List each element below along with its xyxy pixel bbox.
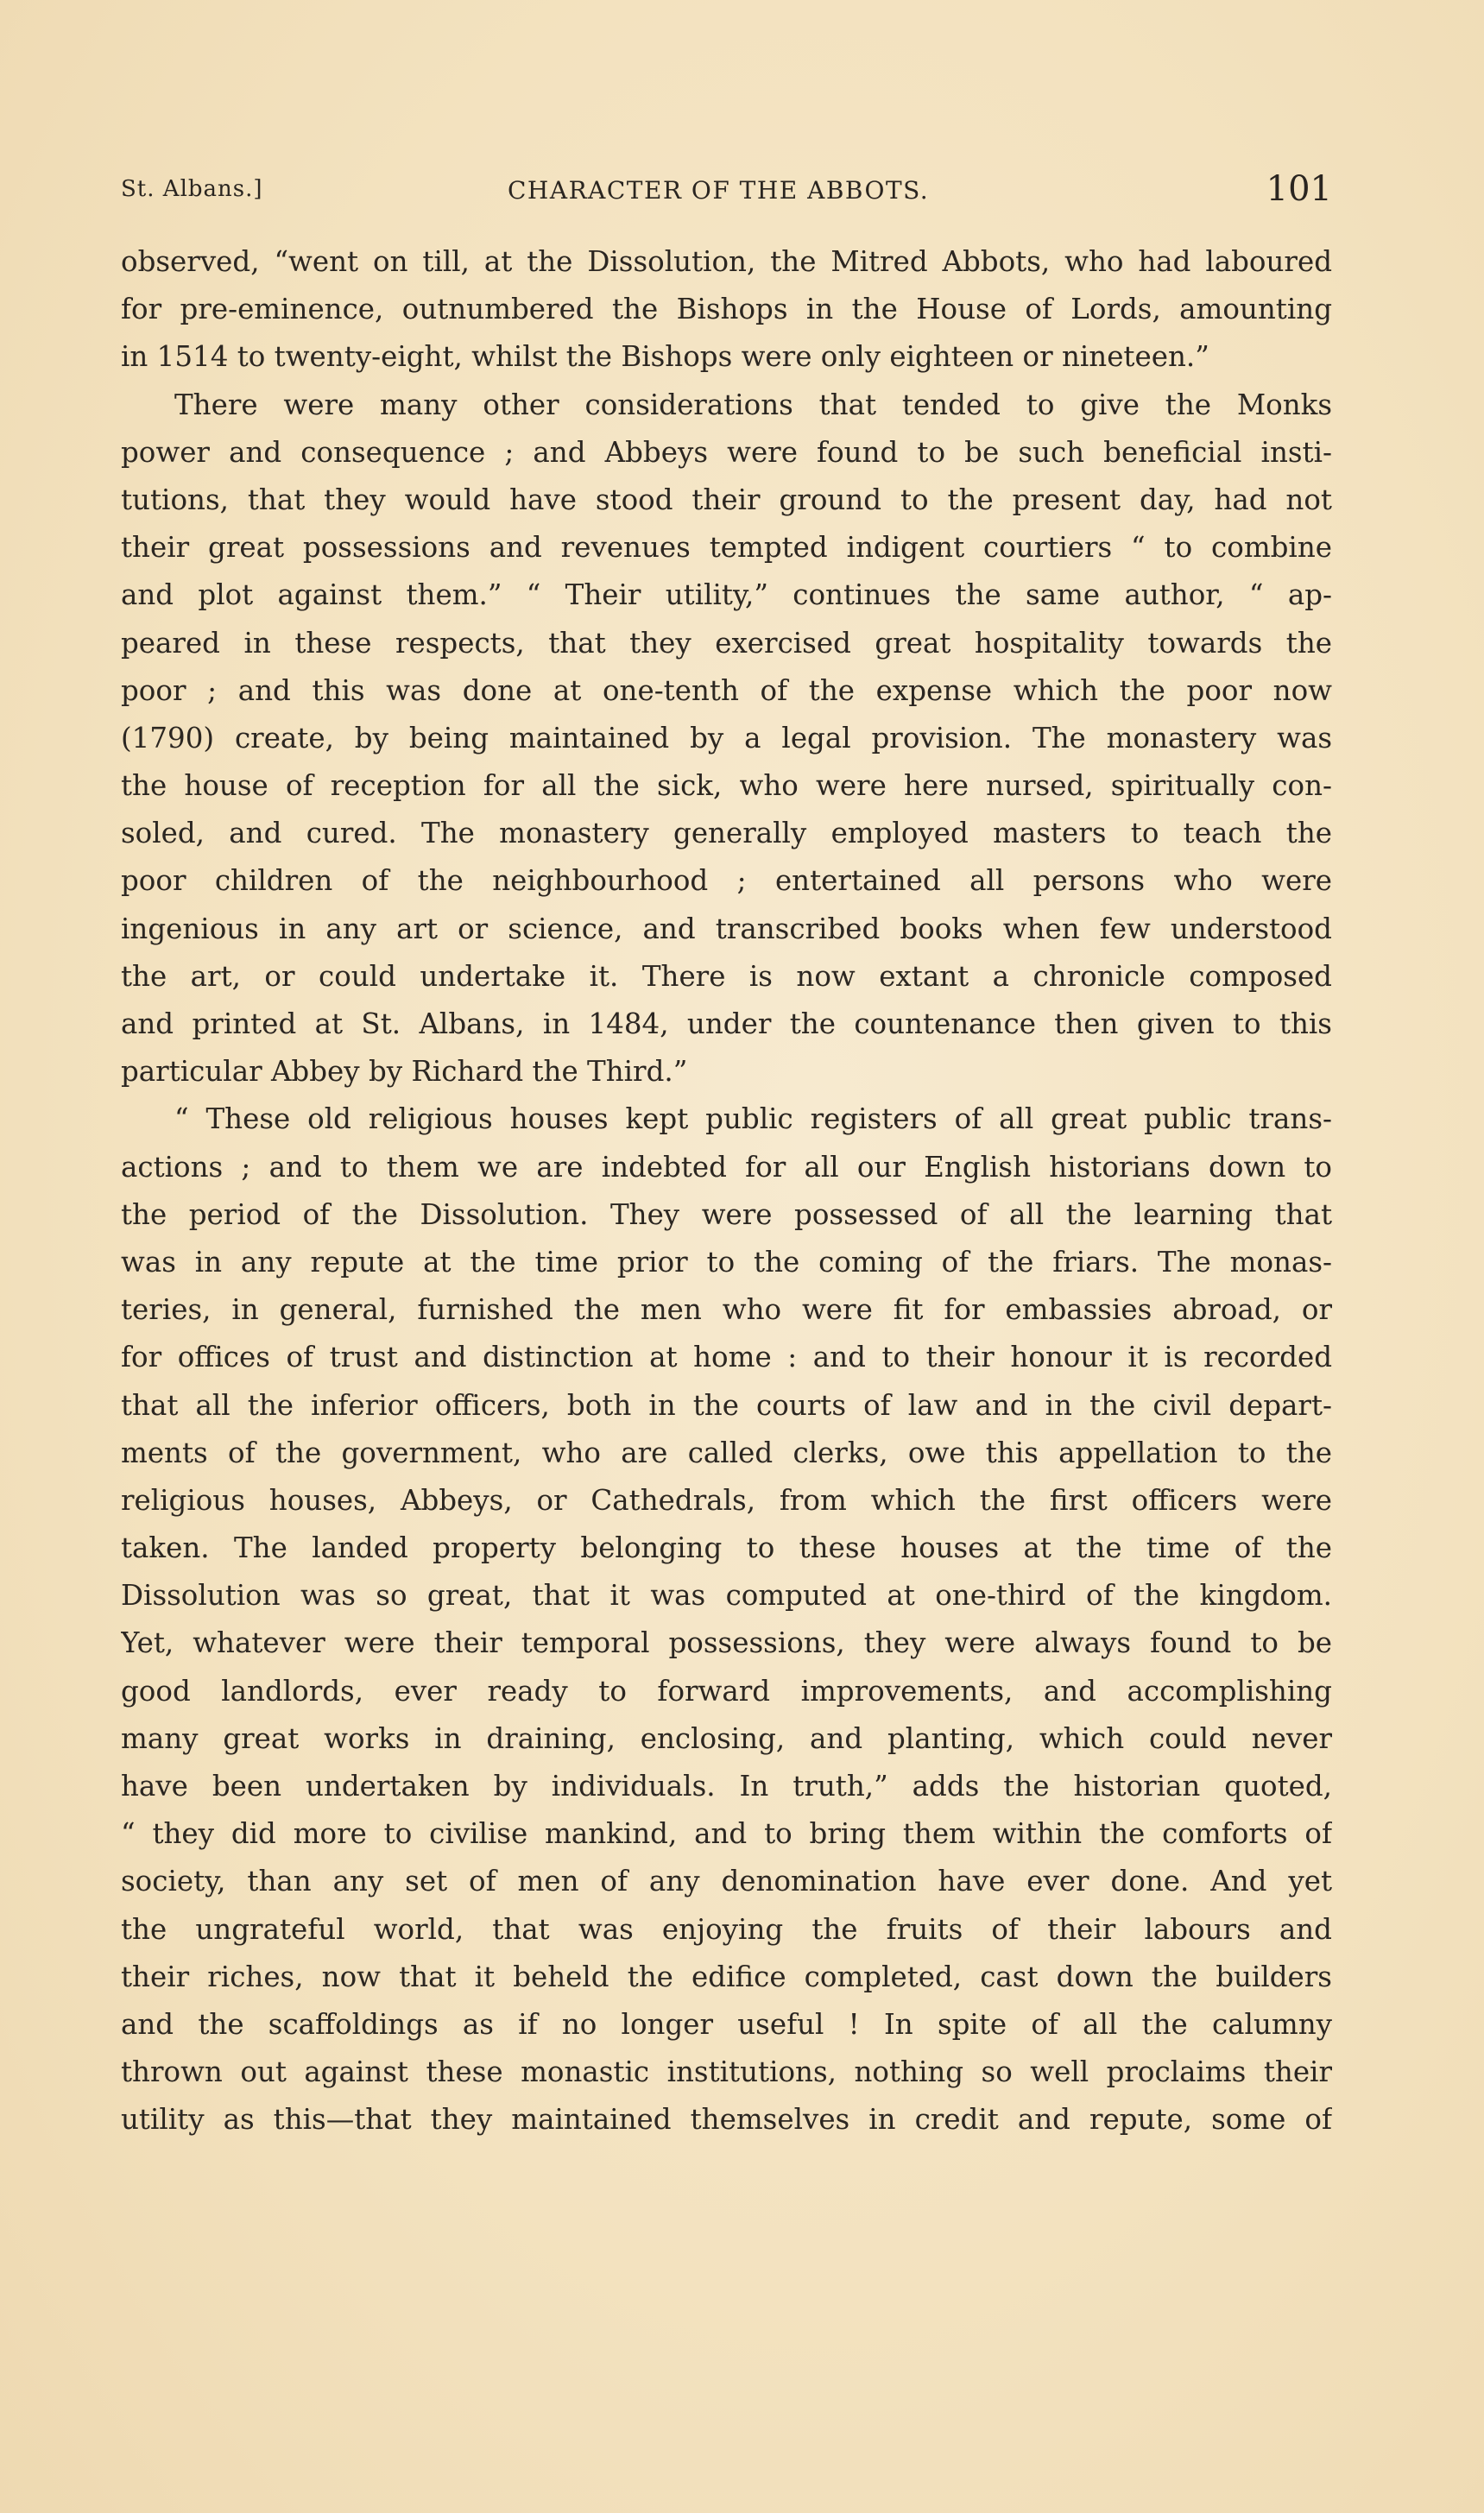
text-line: “ they did more to civilise mankind, and to bring them within the comforts of xyxy=(121,1817,1332,1851)
text-line: taken. The landed property belonging to these houses at the time of the xyxy=(121,1531,1332,1565)
running-head-title: CHARACTER OF THE ABBOTS. xyxy=(508,176,930,205)
text-line: thrown out against these monastic institutions, nothing so well proclaims their xyxy=(121,2055,1332,2089)
text-line: “ These old religious houses kept public registers of all great public trans- xyxy=(174,1102,1332,1136)
text-line: and plot against them.” “ Their utility,” continues the same author, “ ap- xyxy=(121,578,1332,612)
text-line: and the scaffoldings as if no longer useful ! In spite of all the calumny xyxy=(121,2007,1332,2041)
text-line: the ungrateful world, that was enjoying the fruits of their labours and xyxy=(121,1912,1332,1946)
text-line: in 1514 to twenty-eight, whilst the Bishops were only eighteen or nineteen.” xyxy=(121,340,1209,374)
text-line: good landlords, ever ready to forward improvements, and accomplishing xyxy=(121,1674,1332,1708)
text-line: their riches, now that it beheld the edifice completed, cast down the builders xyxy=(121,1960,1332,1993)
text-line: for pre-eminence, outnumbered the Bishops in the House of Lords, amounting xyxy=(121,293,1332,326)
running-head-left: St. Albans.] xyxy=(121,176,263,202)
page-header xyxy=(121,169,1332,221)
text-line: power and consequence ; and Abbeys were found to be such beneficial insti- xyxy=(121,435,1332,469)
text-line: the house of reception for all the sick, who were here nursed, spiritually con- xyxy=(121,769,1332,803)
text-line: the art, or could undertake it. There is now extant a chronicle composed xyxy=(121,959,1332,993)
text-line: ingenious in any art or science, and transcribed books when few understood xyxy=(121,912,1332,945)
text-line: have been undertaken by individuals. In truth,” adds the historian quoted, xyxy=(121,1770,1332,1803)
text-line: many great works in draining, enclosing, and planting, which could never xyxy=(121,1721,1332,1755)
text-line: the period of the Dissolution. They were possessed of all the learning that xyxy=(121,1197,1332,1231)
text-line: for offices of trust and distinction at home : and to their honour it is recorded xyxy=(121,1341,1332,1374)
text-line: Yet, whatever were their temporal possessions, they were always found to be xyxy=(121,1626,1332,1660)
text-line: There were many other considerations that tended to give the Monks xyxy=(174,388,1332,421)
text-line: (1790) create, by being maintained by a legal provision. The monastery was xyxy=(121,721,1332,755)
text-line: their great possessions and revenues tempted indigent courtiers “ to combine xyxy=(121,531,1332,565)
text-line: teries, in general, furnished the men who were fit for embassies abroad, or xyxy=(121,1293,1332,1327)
text-line: poor children of the neighbourhood ; entertained all persons who were xyxy=(121,864,1332,898)
text-line: religious houses, Abbeys, or Cathedrals, from which the first officers were xyxy=(121,1483,1332,1517)
text-line: that all the inferior officers, both in the courts of law and in the civil depart- xyxy=(121,1388,1332,1422)
text-line: soled, and cured. The monastery generally employed masters to teach the xyxy=(121,817,1332,850)
text-line: society, than any set of men of any denomination have ever done. And yet xyxy=(121,1865,1332,1898)
text-line: peared in these respects, that they exercised great hospitality towards the xyxy=(121,626,1332,660)
text-line: tutions, that they would have stood their ground to the present day, had not xyxy=(121,483,1332,516)
body-text xyxy=(121,238,1332,2144)
text-line: and printed at St. Albans, in 1484, under the countenance then given to this xyxy=(121,1007,1332,1040)
text-line: was in any repute at the time prior to the coming of the friars. The monas- xyxy=(121,1245,1332,1279)
text-line: poor ; and this was done at one-tenth of the expense which the poor now xyxy=(121,673,1332,707)
text-line: Dissolution was so great, that it was computed at one-third of the kingdom. xyxy=(121,1579,1332,1613)
page-number: 101 xyxy=(1266,169,1332,209)
text-line: utility as this—that they maintained themselves in credit and repute, some of xyxy=(121,2103,1332,2137)
text-line: ments of the government, who are called clerks, owe this appellation to the xyxy=(121,1436,1332,1469)
text-line: observed, “went on till, at the Dissolution, the Mitred Abbots, who had laboured xyxy=(121,245,1332,278)
text-line: particular Abbey by Richard the Third.” xyxy=(121,1055,688,1089)
text-line: actions ; and to them we are indebted for all our English historians down to xyxy=(121,1150,1332,1184)
